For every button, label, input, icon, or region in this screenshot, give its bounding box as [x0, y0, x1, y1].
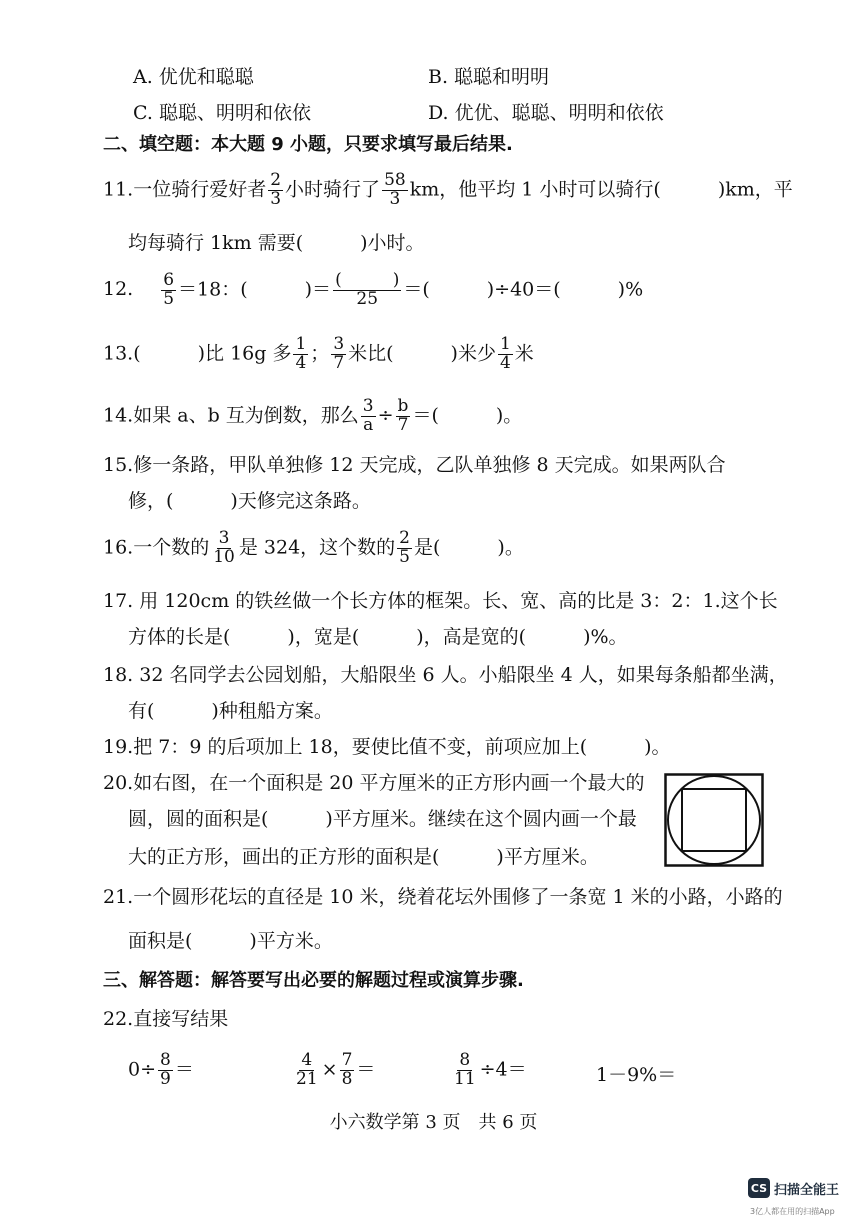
q12-fraction-2: $\frac{( )}{25}$ [335, 270, 400, 309]
camscanner-logo-icon: CS [748, 1178, 770, 1198]
question-20-line1: 20.如右图，在一个面积是 20 平方厘米的正方形内画一个最大的 [103, 772, 645, 794]
q12-fraction-1: $\frac{6}{5}$ [163, 270, 175, 309]
q11-text-mid: 小时骑行了 [285, 178, 381, 201]
question-14 [103, 398, 522, 435]
q22-expression-2: $\frac{4}{21}$ × $\frac{7}{8}$ ＝ [296, 1050, 376, 1089]
option-c: C. 聪聪、明明和依依 [133, 102, 311, 124]
q22-e1-fraction: $\frac{8}{9}$ [160, 1050, 171, 1089]
q16-text-pre: 16.一个数的 [103, 536, 210, 559]
q13-fraction-2: $\frac{3}{7}$ [333, 334, 345, 373]
q16-fraction-1: $\frac{3}{10}$ [213, 528, 235, 567]
option-d: D. 优优、聪聪、明明和依依 [428, 102, 664, 124]
q22-expression-3: $\frac{8}{11}$ ÷4＝ [454, 1050, 527, 1089]
scanner-tagline: 3亿人都在用的扫描App [750, 1207, 835, 1216]
q22-e2-fraction-a: $\frac{4}{21}$ [296, 1050, 318, 1089]
q12-text-a: ＝18：( )＝ [178, 278, 332, 301]
question-11 [103, 172, 793, 209]
q22-e2-fraction-b: $\frac{7}{8}$ [341, 1050, 353, 1089]
q13-text-mid: ； [310, 342, 330, 365]
q22-expression-1: 0÷ $\frac{8}{9}$ ＝ [128, 1050, 194, 1089]
q13-fraction-3: $\frac{1}{4}$ [499, 334, 511, 373]
q16-text-post: 是( )。 [414, 536, 524, 559]
section-3-heading: 三、解答题：解答要写出必要的解题过程或演算步骤. [103, 970, 524, 991]
q14-text-pre: 14.如果 a、b 互为倒数，那么 [103, 404, 359, 427]
question-19: 19.把 7：9 的后项加上 18，要使比值不变，前项应加上( )。 [103, 736, 671, 758]
q13-text-post: 米 [514, 342, 534, 365]
square-circle-figure [664, 773, 764, 867]
question-16 [103, 530, 524, 567]
question-18-line1: 18. 32 名同学去公园划船，大船限坐 6 人。小船限坐 4 人，如果每条船都坐满， [103, 664, 788, 686]
question-15-line1: 15.修一条路，甲队单独修 12 天完成，乙队单独修 8 天完成。如果两队合 [103, 454, 726, 476]
question-15-line2: 修，( )天修完这条路。 [128, 490, 371, 512]
q11-text-post: km，他平均 1 小时可以骑行( )km，平 [409, 178, 793, 201]
question-20-line2: 圆，圆的面积是( )平方厘米。继续在这个圆内画一个最 [128, 808, 637, 830]
option-a: A. 优优和聪聪 [133, 66, 254, 88]
option-b: B. 聪聪和明明 [428, 66, 550, 88]
q11-fraction-2: $\frac{58}{3}$ [384, 170, 406, 209]
question-21-line1: 21.一个圆形花坛的直径是 10 米，绕着花坛外围修了一条宽 1 米的小路，小路的 [103, 886, 783, 908]
q12-text-b: ＝( )÷40＝( )% [403, 278, 644, 301]
q14-text-post: ＝( )。 [412, 404, 523, 427]
question-17-line2: 方体的长是( )，宽是( )，高是宽的( )%。 [128, 626, 628, 648]
scanner-name: 扫描全能王 [774, 1182, 840, 1198]
q14-fraction-1: $\frac{3}{a}$ [362, 396, 374, 435]
q16-fraction-2: $\frac{2}{5}$ [399, 528, 410, 567]
question-17-line1: 17. 用 120cm 的铁丝做一个长方体的框架。长、宽、高的比是 3：2：1.这个长 [103, 590, 778, 612]
question-11-line2: 均每骑行 1km 需要( )小时。 [128, 232, 425, 254]
q13-text-mid2: 米比( )米少 [348, 342, 496, 365]
q13-text-pre: 13.( )比 16g 多 [103, 342, 292, 365]
scanner-watermark [748, 1178, 839, 1198]
q14-operator: ÷ [377, 404, 394, 427]
inner-square [682, 789, 746, 851]
question-21-line2: 面积是( )平方米。 [128, 930, 333, 952]
page-footer: 小六数学第 3 页 共 6 页 [329, 1112, 538, 1133]
q13-fraction-1: $\frac{1}{4}$ [295, 334, 307, 373]
question-22-title: 22.直接写结果 [103, 1008, 229, 1030]
q11-fraction-1: $\frac{2}{3}$ [270, 170, 282, 209]
question-13 [103, 336, 534, 373]
q12-number: 12. [103, 278, 134, 301]
section-2-heading: 二、填空题：本大题 9 小题，只要求填写最后结果. [103, 134, 513, 155]
question-20-line3: 大的正方形，画出的正方形的面积是( )平方厘米。 [128, 846, 599, 868]
q22-expression-4: 1－9%＝ [596, 1064, 677, 1086]
question-18-line2: 有( )种租船方案。 [128, 700, 333, 722]
q11-text-pre: 11.一位骑行爱好者 [103, 178, 267, 201]
q22-e3-fraction: $\frac{8}{11}$ [454, 1050, 476, 1089]
question-12 [103, 272, 643, 309]
q14-fraction-2: $\frac{b}{7}$ [397, 396, 409, 435]
q16-text-mid: 是 324，这个数的 [238, 536, 396, 559]
